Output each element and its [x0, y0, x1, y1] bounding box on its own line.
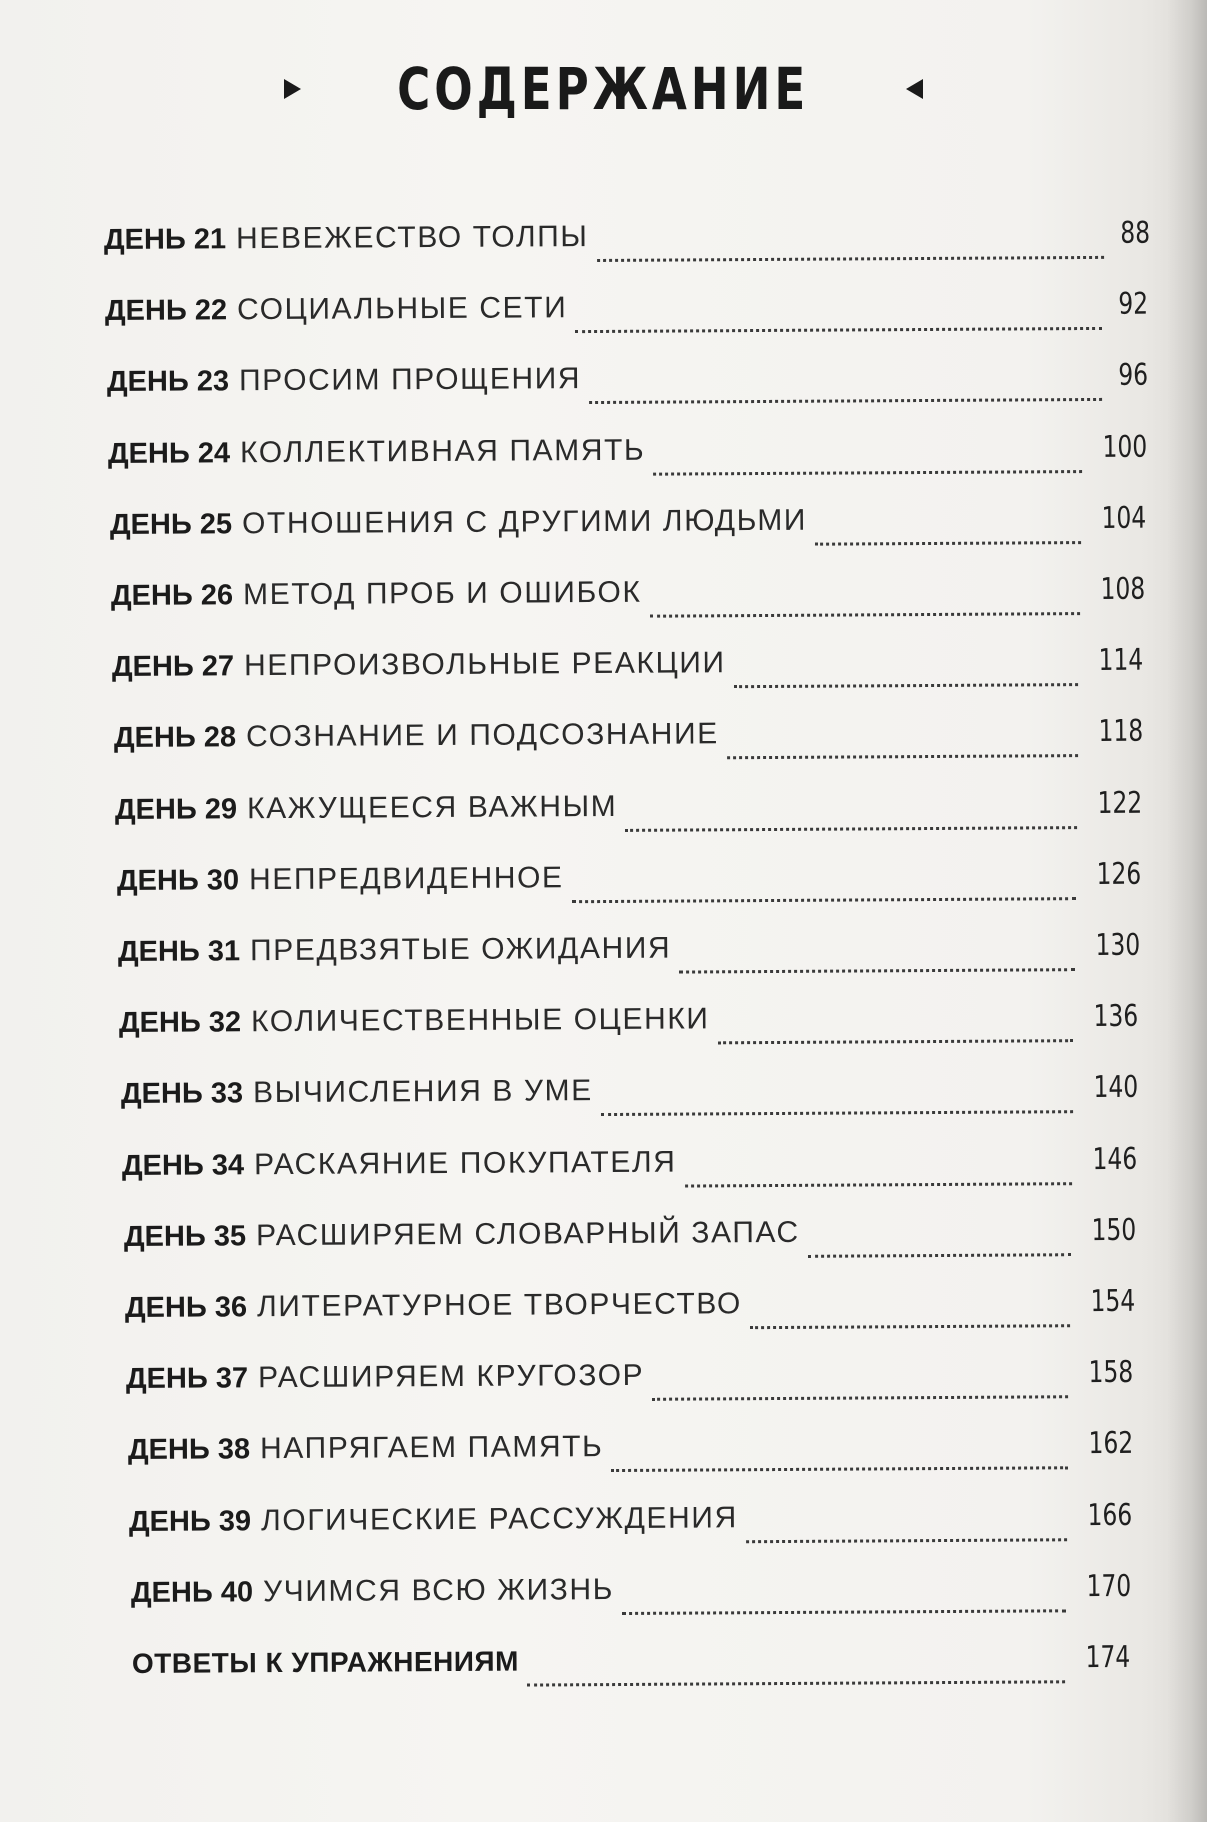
- toc-day-label: ДЕНЬ 21: [103, 223, 227, 256]
- toc-row[interactable]: [129, 1497, 1132, 1553]
- toc-row[interactable]: [112, 643, 1144, 699]
- dot-leader: [611, 1467, 1067, 1473]
- toc-day-label: ДЕНЬ 31: [117, 935, 241, 968]
- dot-leader: [589, 398, 1102, 404]
- toc-row[interactable]: [119, 999, 1139, 1055]
- dot-leader: [746, 1538, 1067, 1543]
- toc-chapter-title: НЕПРЕДВИДЕННОЕ: [248, 861, 564, 896]
- toc-chapter-title: КОЛЛЕКТИВНАЯ ПАМЯТЬ: [240, 433, 646, 469]
- toc-chapter-title: ОТНОШЕНИЯ С ДРУГИМИ ЛЮДЬМИ: [241, 503, 807, 540]
- toc-page-number: 126: [1096, 856, 1142, 892]
- toc-row[interactable]: [105, 287, 1149, 343]
- toc-row[interactable]: [128, 1426, 1133, 1482]
- dot-leader: [571, 897, 1075, 903]
- toc-row[interactable]: [115, 785, 1142, 841]
- dot-leader: [718, 1039, 1074, 1044]
- toc-chapter-title: КАЖУЩЕЕСЯ ВАЖНЫМ: [247, 789, 618, 825]
- dot-leader: [750, 1324, 1070, 1329]
- toc-page-number: 88: [1120, 215, 1151, 251]
- toc-day-label: ДЕНЬ 34: [122, 1148, 245, 1182]
- toc-page-number: 150: [1091, 1212, 1137, 1248]
- toc-day-label: ДЕНЬ 33: [120, 1077, 243, 1111]
- dot-leader: [653, 1395, 1069, 1401]
- dot-leader: [597, 256, 1104, 262]
- toc-day-label: ДЕНЬ 40: [130, 1576, 253, 1609]
- dot-leader: [807, 1253, 1070, 1258]
- toc-day-label: ДЕНЬ 38: [127, 1433, 250, 1467]
- toc-day-label: ДЕНЬ 35: [123, 1220, 246, 1253]
- toc-page-number: 154: [1090, 1283, 1136, 1320]
- dot-leader: [734, 683, 1079, 688]
- toc-day-label: ДЕНЬ 39: [129, 1504, 252, 1538]
- dot-leader: [527, 1680, 1065, 1686]
- toc-page-number: 136: [1094, 998, 1140, 1035]
- toc-chapter-title: МЕТОД ПРОБ И ОШИБОК: [242, 575, 642, 612]
- toc-row[interactable]: [121, 1070, 1138, 1126]
- dot-leader: [601, 1111, 1073, 1117]
- toc-chapter-title: НЕПРОИЗВОЛЬНЫЕ РЕАКЦИИ: [244, 646, 727, 683]
- toc-row[interactable]: [118, 928, 1140, 984]
- toc-chapter-title: СОЦИАЛЬНЫЕ СЕТИ: [237, 291, 568, 327]
- toc-row[interactable]: [130, 1569, 1131, 1625]
- toc-chapter-title: РАСШИРЯЕМ КРУГОЗОР: [258, 1359, 645, 1395]
- toc-chapter-title: ЛОГИЧЕСКИЕ РАССУЖДЕНИЯ: [261, 1500, 739, 1537]
- toc-chapter-title: ПРЕДВЗЯТЫЕ ОЖИДАНИЯ: [249, 931, 672, 968]
- toc-chapter-title: НАПРЯГАЕМ ПАМЯТЬ: [259, 1430, 604, 1466]
- toc-row[interactable]: [108, 429, 1147, 485]
- toc-day-label: ДЕНЬ 37: [126, 1362, 249, 1396]
- toc-page-number: 100: [1102, 429, 1148, 465]
- toc-day-label: ДЕНЬ 32: [119, 1006, 242, 1040]
- toc-page-number: 140: [1093, 1070, 1139, 1106]
- toc-page-number: 130: [1095, 927, 1141, 964]
- toc-page-number: 166: [1087, 1497, 1133, 1533]
- toc-day-label: ДЕНЬ 22: [105, 294, 228, 328]
- dot-leader: [654, 470, 1082, 476]
- toc-day-label: ДЕНЬ 36: [124, 1291, 248, 1324]
- toc-row[interactable]: [123, 1213, 1136, 1269]
- toc-page-number: 170: [1086, 1568, 1132, 1604]
- toc-day-label: ДЕНЬ 26: [110, 579, 234, 612]
- toc-chapter-title: РАСШИРЯЕМ СЛОВАРНЫЙ ЗАПАС: [255, 1215, 800, 1252]
- toc-day-label: ДЕНЬ 23: [106, 365, 229, 399]
- toc-chapter-title: НЕВЕЖЕСТВО ТОЛПЫ: [235, 220, 589, 256]
- toc-page-number: 158: [1089, 1355, 1135, 1391]
- toc-day-label: ДЕНЬ 24: [108, 436, 231, 470]
- toc-day-label: ДЕНЬ 27: [112, 650, 235, 684]
- toc-row[interactable]: [104, 216, 1150, 272]
- dot-leader: [576, 327, 1103, 333]
- toc-page-number: 122: [1097, 785, 1143, 821]
- dot-leader: [679, 968, 1074, 973]
- toc-page-number: 92: [1119, 286, 1150, 322]
- toc-day-label: ДЕНЬ 28: [113, 721, 236, 755]
- dot-leader: [815, 541, 1081, 546]
- toc-page-number: 96: [1118, 358, 1149, 394]
- toc-answers-row[interactable]: [132, 1640, 1130, 1696]
- toc-page-number: 146: [1092, 1141, 1138, 1177]
- dot-leader: [626, 826, 1077, 832]
- toc-row[interactable]: [114, 714, 1143, 770]
- toc-page-number: 174: [1085, 1639, 1131, 1676]
- toc-day-label: ДЕНЬ 30: [116, 864, 239, 897]
- toc-row[interactable]: [126, 1355, 1134, 1411]
- toc-page-number: 108: [1100, 571, 1146, 607]
- toc-row[interactable]: [125, 1284, 1135, 1340]
- toc-row[interactable]: [116, 857, 1141, 913]
- toc-chapter-title: СОЗНАНИЕ И ПОДСОЗНАНИЕ: [245, 717, 719, 754]
- toc-page-number: 104: [1101, 500, 1147, 536]
- dot-leader: [685, 1182, 1072, 1187]
- toc-chapter-title: УЧИМСЯ ВСЮ ЖИЗНЬ: [262, 1572, 614, 1608]
- toc-day-label: ДЕНЬ 25: [109, 508, 232, 541]
- toc-chapter-title: КОЛИЧЕСТВЕННЫЕ ОЦЕНКИ: [251, 1002, 711, 1039]
- page-title: СОДЕРЖАНИЕ: [397, 55, 810, 123]
- toc-chapter-title: ПРОСИМ ПРОЩЕНИЯ: [238, 362, 582, 398]
- toc-row[interactable]: [109, 500, 1146, 556]
- toc-page-number: 118: [1098, 714, 1144, 750]
- toc-chapter-title: ВЫЧИСЛЕНИЯ В УМЕ: [252, 1074, 593, 1110]
- toc-row[interactable]: [107, 358, 1148, 414]
- dot-leader: [622, 1609, 1066, 1615]
- toc-chapter-title: РАСКАЯНИЕ ПОКУПАТЕЛЯ: [254, 1145, 677, 1181]
- toc-row[interactable]: [122, 1141, 1137, 1197]
- dot-leader: [650, 612, 1080, 618]
- toc-page-number: 162: [1088, 1426, 1134, 1462]
- toc-page-number: 114: [1099, 642, 1145, 679]
- toc-answers-title: ОТВЕТЫ К УПРАЖНЕНИЯМ: [131, 1645, 519, 1679]
- toc-row[interactable]: [111, 572, 1145, 628]
- dot-leader: [727, 755, 1078, 760]
- toc-chapter-title: ЛИТЕРАТУРНОЕ ТВОРЧЕСТВО: [256, 1287, 742, 1324]
- toc-day-label: ДЕНЬ 29: [115, 792, 238, 826]
